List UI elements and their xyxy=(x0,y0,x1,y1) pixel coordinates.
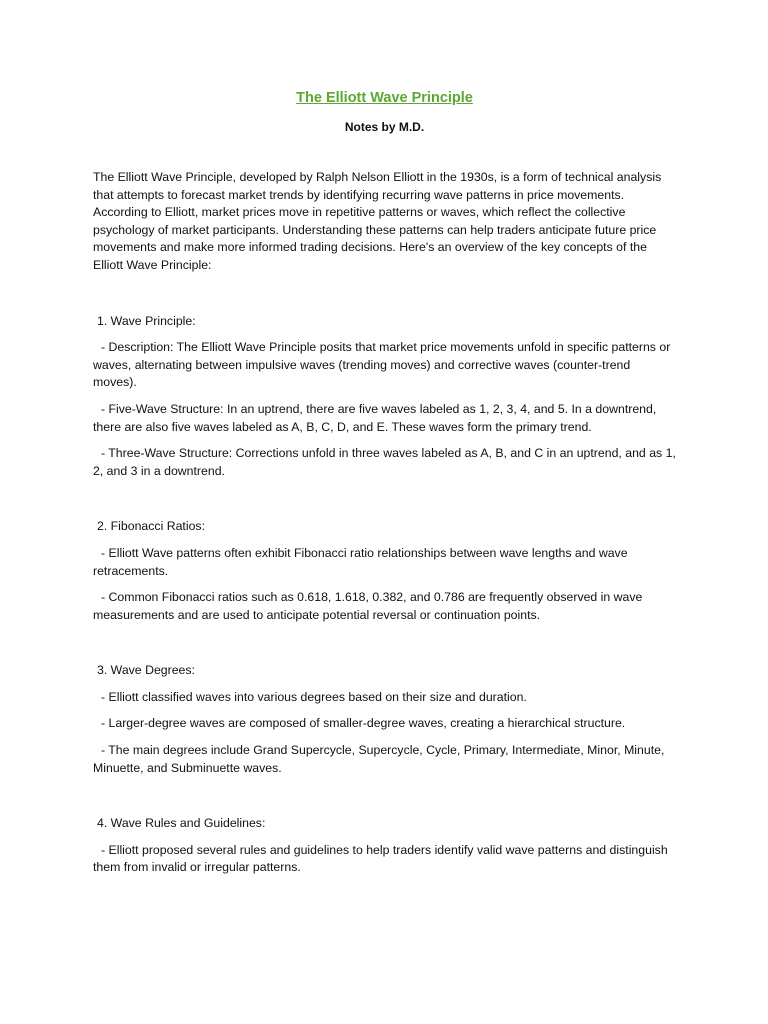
section-fibonacci-ratios xyxy=(93,518,676,624)
section-item: - Common Fibonacci ratios such as 0.618, 1.618, 0.382, and 0.786 are frequently observed in wave measurements and are used to anticipate potential reversal or continuation points. xyxy=(93,590,643,622)
section-heading: 3. Wave Degrees: xyxy=(97,663,195,678)
section-item: - Elliott Wave patterns often exhibit Fibonacci ratio relationships between wave lengths and wave retracements. xyxy=(93,545,628,578)
section-wave-principle xyxy=(93,313,676,481)
section-item: - Three-Wave Structure: Corrections unfold in three waves labeled as A, B, and C in an uptrend, and as 1, 2, and 3 in a downtrend. xyxy=(93,446,676,478)
section-item: - The main degrees include Grand Supercycle, Supercycle, Cycle, Primary, Intermediate, Minor, Minute, Minuette, and Subminuette waves. xyxy=(93,743,665,775)
section-wave-rules xyxy=(93,815,676,877)
section-item: - Larger-degree waves are composed of smaller-degree waves, creating a hierarchical structure. xyxy=(101,716,626,731)
section-heading: 2. Fibonacci Ratios: xyxy=(97,519,205,534)
intro-paragraph: The Elliott Wave Principle, developed by Ralph Nelson Elliott in the 1930s, is a form of technical analysis that attempts to forecast market trends by identifying recurring wave patterns in price movements. According to Elliott, market prices move in repetitive patterns or waves, which reflect the collective psychology of market participants. Understanding these patterns can help traders anticipate future price movements and make more informed trading decisions. Here's an overview of the key concepts of the Elliott Wave Principle: xyxy=(93,170,662,272)
section-wave-degrees xyxy=(93,662,676,777)
document-title: The Elliott Wave Principle xyxy=(296,90,473,106)
section-heading: 1. Wave Principle: xyxy=(97,313,196,328)
section-item: - Elliott proposed several rules and guidelines to help traders identify valid wave patterns and distinguish them from invalid or irregular patterns. xyxy=(93,842,668,875)
document-subtitle: Notes by M.D. xyxy=(344,120,425,134)
section-item: - Elliott classified waves into various degrees based on their size and duration. xyxy=(101,689,527,704)
section-item: - Description: The Elliott Wave Principle posits that market price movements unfold in specific patterns or waves, alternating between impulsive waves (trending moves) and corrective waves (counter-trend moves). xyxy=(93,340,671,390)
section-heading: 4. Wave Rules and Guidelines: xyxy=(97,816,266,831)
section-item: - Five-Wave Structure: In an uptrend, there are five waves labeled as 1, 2, 3, 4, and 5. In a downtrend, there are also five waves labeled as A, B, C, D, and E. These waves form the primary trend. xyxy=(93,401,657,434)
